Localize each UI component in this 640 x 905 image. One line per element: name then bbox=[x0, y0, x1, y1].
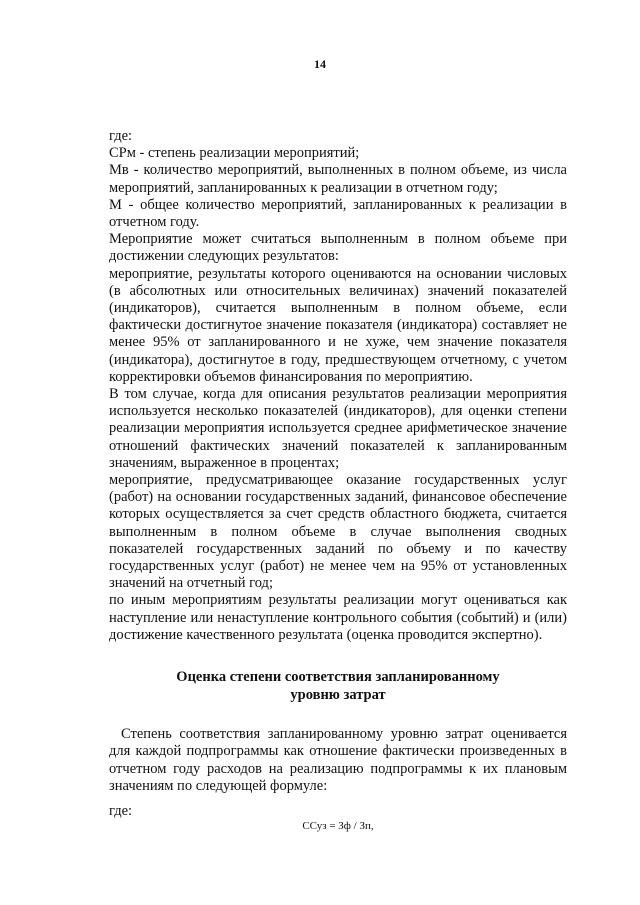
heading-line-1: Оценка степени соответствия запланированному bbox=[176, 669, 500, 686]
paragraph-cost-level: Степень соответствия запланированному уровню затрат оценивается для каждой подпрограммы как отношение фактически произведенных в отчетном году расходов на реализацию подпрограммы к их плановым значениям по следующей формуле: bbox=[109, 726, 567, 794]
paragraph-srm: СРм - степень реализации мероприятий; bbox=[109, 145, 360, 162]
section-heading bbox=[109, 668, 567, 704]
paragraph-services: мероприятие, предусматривающее оказание государственных услуг (работ) на основании государственных заданий, финансовое обеспечение которых осуществляется за счет средств областного бюджета, считается выполненным в полном объеме в случае выполнения сводных показателей государственных заданий по объему и по качеству государственных услуг (работ) не менее чем на 95% от установленных значений на отчетный год; bbox=[109, 472, 567, 592]
formula: ССуз = Зф / Зп, bbox=[302, 819, 374, 832]
paragraph-other: по иным мероприятиям результаты реализации могут оцениваться как наступление или ненаступление контрольного события (событий) и (или) достижение качественного результата (оценка проводится экспертно). bbox=[109, 592, 567, 643]
paragraph-m: М - общее количество мероприятий, запланированных к реализации в отчетном году. bbox=[109, 196, 567, 231]
page-number: 14 bbox=[314, 57, 326, 71]
paragraph-numeric: мероприятие, результаты которого оцениваются на основании числовых (в абсолютных или относительных величинах) значений показателей (индикаторов), считается выполненным в полном объеме, если фактически достигнутое значение показателя (индикатора) составляет не менее 95% от запланированного и не хуже, чем значение показателя (индикатора), достигнутое в году, предшествующем отчетному, с учетом корректировки объемов финансирования по мероприятию. bbox=[109, 265, 567, 385]
paragraph-criteria: Мероприятие может считаться выполненным в полном объеме при достижении следующих результатов: bbox=[109, 231, 567, 265]
paragraph-mv: Мв - количество мероприятий, выполненных в полном объеме, из числа мероприятий, запланированных к реализации в отчетном году; bbox=[109, 162, 567, 196]
paragraph-multiple: В том случае, когда для описания результатов реализации мероприятия используется несколько показателей (индикаторов), для оценки степени реализации мероприятия используется среднее арифметическое значение отношений фактических значений показателей к запланированным значениям, выраженное в процентах; bbox=[109, 386, 567, 471]
paragraph-where: где: bbox=[109, 128, 133, 144]
paragraph-where-2: где: bbox=[109, 803, 133, 819]
document-body bbox=[109, 128, 567, 835]
heading-line-2: уровню затрат bbox=[290, 687, 386, 704]
